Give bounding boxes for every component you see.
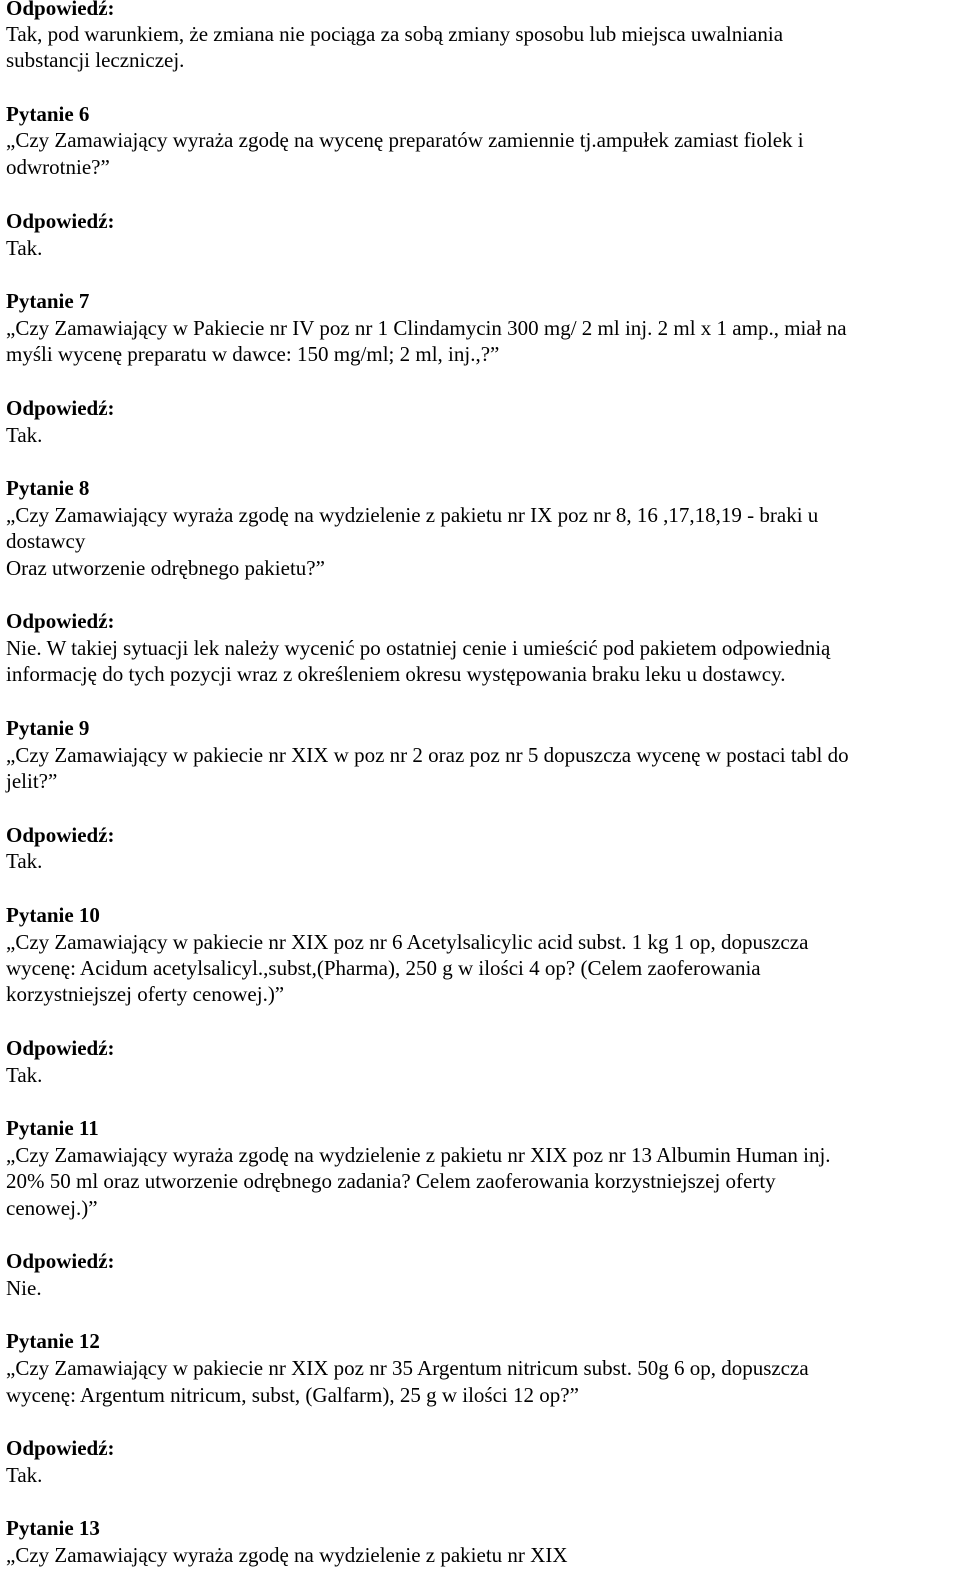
question-title: Pytanie 13 [6, 1516, 100, 1540]
answer-text-line: Tak. [6, 236, 43, 260]
answer-label: Odpowiedź: [6, 609, 115, 633]
answer-text-line: substancji leczniczej. [6, 48, 185, 72]
answer-label: Odpowiedź: [6, 0, 115, 20]
answer-label: Odpowiedź: [6, 1036, 115, 1060]
answer-text-line: Nie. [6, 1276, 42, 1300]
question-text-line: jelit?” [6, 769, 58, 793]
answer-text-line: Tak. [6, 423, 43, 447]
answer-text-line: Tak. [6, 849, 43, 873]
question-text-line: wycenę: Argentum nitricum, subst, (Galfarm), 25 g w ilości 12 op?” [6, 1383, 579, 1407]
answer-text-line: informację do tych pozycji wraz z określeniem okresu występowania braku leku u dostawcy. [6, 662, 786, 686]
question-text-line: cenowej.)” [6, 1196, 98, 1220]
question-text-line: „Czy Zamawiający wyraża zgodę na wydzielenie z pakietu nr XIX [6, 1543, 568, 1567]
answer-label: Odpowiedź: [6, 823, 115, 847]
question-text-line: odwrotnie?” [6, 155, 110, 179]
answer-text-line: Tak. [6, 1463, 43, 1487]
question-text-line: Oraz utworzenie odrębnego pakietu?” [6, 556, 325, 580]
question-title: Pytanie 9 [6, 716, 90, 740]
answer-text-line: Nie. W takiej sytuacji lek należy wycenić po ostatniej cenie i umieścić pod pakietem odpowiednią [6, 636, 831, 660]
question-title: Pytanie 7 [6, 289, 90, 313]
question-text-line: myśli wycenę preparatu w dawce: 150 mg/ml; 2 ml, inj.,?” [6, 342, 500, 366]
answer-label: Odpowiedź: [6, 1436, 115, 1460]
answer-label: Odpowiedź: [6, 209, 115, 233]
question-title: Pytanie 12 [6, 1329, 100, 1353]
question-text-line: „Czy Zamawiający wyraża zgodę na wydzielenie z pakietu nr XIX poz nr 13 Albumin Human inj. [6, 1143, 831, 1167]
question-text-line: dostawcy [6, 529, 86, 553]
question-text-line: „Czy Zamawiający w pakiecie nr XIX poz nr 6 Acetylsalicylic acid subst. 1 kg 1 op, dopuszcza [6, 930, 809, 954]
question-text-line: „Czy Zamawiający w pakiecie nr XIX poz nr 35 Argentum nitricum subst. 50g 6 op, dopuszcza [6, 1356, 809, 1380]
question-title: Pytanie 6 [6, 102, 90, 126]
answer-text-line: Tak, pod warunkiem, że zmiana nie pociąga za sobą zmiany sposobu lub miejsca uwalniania [6, 22, 784, 46]
answer-label: Odpowiedź: [6, 396, 115, 420]
question-text-line: 20% 50 ml oraz utworzenie odrębnego zadania? Celem zaoferowania korzystniejszej oferty [6, 1169, 776, 1193]
question-text-line: korzystniejszej oferty cenowej.)” [6, 982, 285, 1006]
answer-label: Odpowiedź: [6, 1249, 115, 1273]
question-text-line: wycenę: Acidum acetylsalicyl.,subst,(Pharma), 250 g w ilości 4 op? (Celem zaoferowania [6, 956, 761, 980]
question-text-line: „Czy Zamawiający wyraża zgodę na wydzielenie z pakietu nr IX poz nr 8, 16 ,17,18,19 - braki u [6, 503, 819, 527]
answer-text-line: Tak. [6, 1063, 43, 1087]
question-title: Pytanie 8 [6, 476, 90, 500]
question-text-line: „Czy Zamawiający w pakiecie nr XIX w poz nr 2 oraz poz nr 5 dopuszcza wycenę w postaci tabl do [6, 743, 849, 767]
question-text-line: „Czy Zamawiający w Pakiecie nr IV poz nr 1 Clindamycin 300 mg/ 2 ml inj. 2 ml x 1 amp., miał na [6, 316, 847, 340]
question-title: Pytanie 11 [6, 1116, 99, 1140]
question-text-line: „Czy Zamawiający wyraża zgodę na wycenę preparatów zamiennie tj.ampułek zamiast fiolek i [6, 128, 804, 152]
question-title: Pytanie 10 [6, 903, 100, 927]
